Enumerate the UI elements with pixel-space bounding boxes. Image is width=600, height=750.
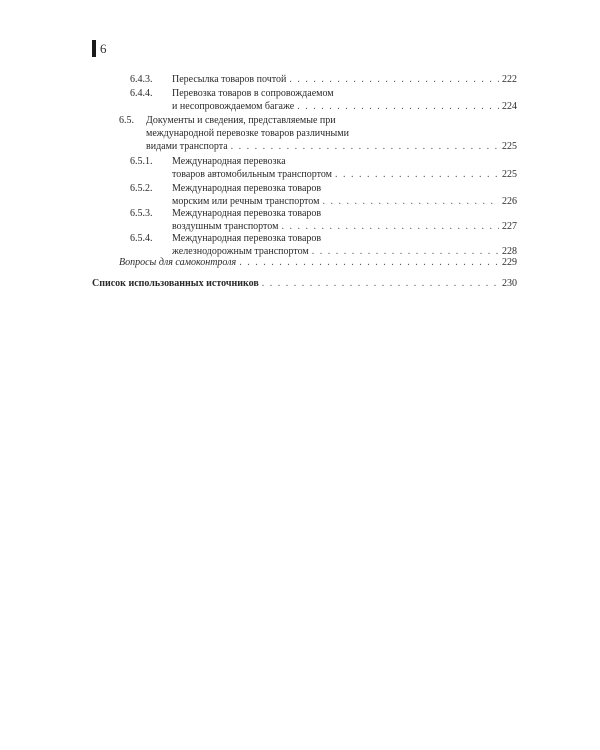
page-number: 6 xyxy=(100,41,107,56)
toc-entry-title-line: воздушным транспортом xyxy=(172,221,279,232)
toc-entry-page: 226 xyxy=(502,196,517,207)
toc-entry-number: 6.5.1. xyxy=(130,156,153,167)
toc-entry-number: 6.5.3. xyxy=(130,208,153,219)
toc-entry-page: 227 xyxy=(502,221,517,232)
toc-entry-title-line: товаров автомобильным транспортом xyxy=(172,169,332,180)
toc-entry-title-line: и несопровождаемом багаже xyxy=(172,101,295,112)
toc-entry-number: 6.4.4. xyxy=(130,88,153,99)
toc-entry-title: Пересылка товаров почтой xyxy=(172,74,287,85)
toc-leader-dots xyxy=(262,278,499,290)
toc-entry-number: 6.5. xyxy=(119,115,134,126)
toc-entry-title-line: международной перевозке товаров различными xyxy=(146,128,349,139)
page-marker-bar xyxy=(92,40,96,57)
toc-leader-dots xyxy=(322,196,499,208)
toc-entry-page: 224 xyxy=(502,101,517,112)
toc-entry-title-line: Международная перевозка товаров xyxy=(172,233,322,244)
toc-entry-page: 230 xyxy=(502,278,517,289)
toc-entry-number: 6.4.3. xyxy=(130,74,153,85)
toc-leader-dots xyxy=(335,169,499,181)
toc-entry-title: Вопросы для самоконтроля xyxy=(119,257,237,268)
toc-entry-number: 6.5.2. xyxy=(130,183,153,194)
toc-entry-title-line: Документы и сведения, представляемые при xyxy=(146,115,336,126)
toc-entry-page: 225 xyxy=(502,141,517,152)
toc-entry-title-line: Международная перевозка xyxy=(172,156,286,167)
toc-leader-dots xyxy=(231,141,499,153)
toc-leader-dots xyxy=(239,257,499,269)
toc-entry-title-line: видами транспорта xyxy=(146,141,228,152)
toc-leader-dots xyxy=(281,221,499,233)
toc-entry-number: 6.5.4. xyxy=(130,233,153,244)
toc-entry-title-line: Международная перевозка товаров xyxy=(172,208,322,219)
toc-entry-title-line: железнодорожным транспортом xyxy=(172,246,309,257)
toc-entry-page: 228 xyxy=(502,246,517,257)
toc-entry-page: 229 xyxy=(502,257,517,268)
toc-entry-page: 225 xyxy=(502,169,517,180)
page-number-marker xyxy=(92,40,107,57)
toc-entry-title-line: Международная перевозка товаров xyxy=(172,183,322,194)
toc-entry-title-line: морским или речным транспортом xyxy=(172,196,320,207)
toc-entry-title: Список использованных источников xyxy=(92,278,259,289)
toc-leader-dots xyxy=(297,101,499,113)
toc-entry-page: 222 xyxy=(502,74,517,85)
toc-leader-dots xyxy=(289,74,499,86)
toc-entry-title-line: Перевозка товаров в сопровождаемом xyxy=(172,88,334,99)
